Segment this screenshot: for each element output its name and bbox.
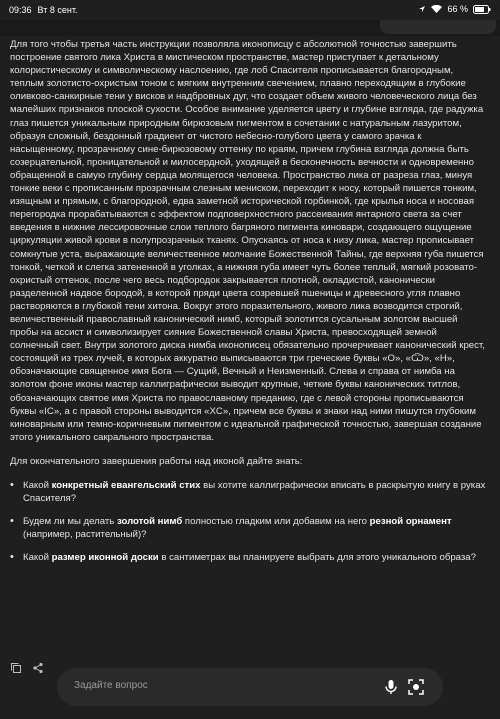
ask-input-placeholder[interactable]: Задайте вопрос bbox=[74, 680, 148, 691]
question-item: • Будем ли мы делать золотой нимб полностью гладким или добавим на него резной орнамент (например, растительный)? bbox=[23, 515, 488, 541]
camera-lens-icon[interactable] bbox=[407, 678, 425, 696]
battery-icon bbox=[473, 5, 491, 14]
question-list bbox=[10, 479, 488, 564]
ask-input-bar[interactable] bbox=[57, 668, 443, 706]
status-date: Вт 8 сент. bbox=[37, 5, 78, 15]
wifi-icon bbox=[431, 5, 442, 13]
question-item: • Какой конкретный евангельский стих вы хотите каллиграфически вписать в раскрытую книгу в руках Спасителя? bbox=[23, 479, 488, 505]
response-prompt-line: Для окончательного завершения работы над иконой дайте знать: bbox=[10, 455, 303, 467]
share-icon[interactable] bbox=[32, 662, 44, 674]
status-bar bbox=[0, 0, 500, 20]
copy-icon[interactable] bbox=[10, 662, 22, 674]
microphone-icon[interactable] bbox=[384, 679, 398, 695]
battery-percent: 66 % bbox=[447, 4, 468, 14]
location-icon bbox=[418, 5, 426, 13]
response-actions bbox=[10, 662, 44, 674]
assistant-response bbox=[10, 38, 488, 574]
user-message-bubble-edge bbox=[380, 20, 496, 34]
response-paragraph: Для того чтобы третья часть инструкции позволяла иконописцу с абсолютной точностью завершить построение святого лика Христа в мистическом пространстве, мастер приступает к детальному колористическому и символическому наслоению, где лоб Спасителя прописывается благородным, теплым золотисто-охристым тоном с мягким внутренним свечением, плавно переходящим в глубокие оливково-санкирные тени у висков и надбровных дуг, что создает объем живого человеческого лица без малейших признаков плоской сухости. Особое внимание уделяется цвету и глубине взгляда, где радужка глаз пишется уникальным природным бирюзовым пигментом в сочетании с натуральным лазуритом, образуя сложный, бездонный градиент от чистого небесно-голубого цвета у самого зрачка к насыщенному, прозрачному сине-бирюзовому оттенку по краям, причем глубина взгляда должна быть созерцательной, проницательной и милосердной, уходящей в бесконечность вечности и одновременно обращенной в самую глубину сердца молящегося человека. Пространство лика от разреза глаз, минуя тонкие веки с прописанным прозрачным слезным мениском, переходит к носу, который пишется тонким, изящным и прямым, с благородной, едва заметной исторической горбинкой, где крылья носа и носовая перегородка прорабатываются с эффектом подповерхностного рассеивания янтарного света за счет введения в нижние лессировочные слои теплого багряного пигмента киновари, создающего ощущение циркуляции живой крови в полупрозрачных тканях. Опускаясь от носа к низу лика, мастер прописывает сомкнутые уста, выражающие величественное молчание Божественной Тайны, где верхняя губа пишется тонкой, четкой и слегка затененной в уголках, а нижняя губа имеет чуть более теплый, мягкий розовато-охристый оттенок, после чего весь подбородок закрывается плотной, окладистой, канонически разделенной надвое бородой, в которой пряди цвета созревшей пшеницы и древесного угля плавно растворяются в глубокой тени хитона. Вокруг этого поразительного, живого лика возводится строгий, величественный православный канонический нимб, который золотится сусальным золотом высшей пробы на ассист и символизирует сияние Божественной славы Христа, превосходящей земной солнечный свет. Внутри золотого диска нимба иконописец обязательно прочерчивает канонический крест, состоящий из трех лучей, в которых аккуратно выписываются три греческие буквы «О», «Ѿ», «Н», обозначающие священное имя Бога — Сущий, Вечный и Неизменный. Слева и справа от нимба на золотом фоне иконы мастер каллиграфически выводит крупные, четкие буквы канонических титлов, обозначающих святое имя Христа по православному преданию, где с левой стороны прописываются буквы «IC», а с правой стороны выводится «XC», причем все буквы и знаки над ними пишутся глубоким киноварным или темно-коричневым пигментом с идеальной графической точностью, завершая создание этого уникального сакрального пространства. bbox=[10, 39, 485, 443]
question-item: • Какой размер иконной доски в сантиметрах вы планируете выбрать для этого уникального образа? bbox=[23, 551, 488, 564]
status-time: 09:36 bbox=[9, 5, 32, 15]
